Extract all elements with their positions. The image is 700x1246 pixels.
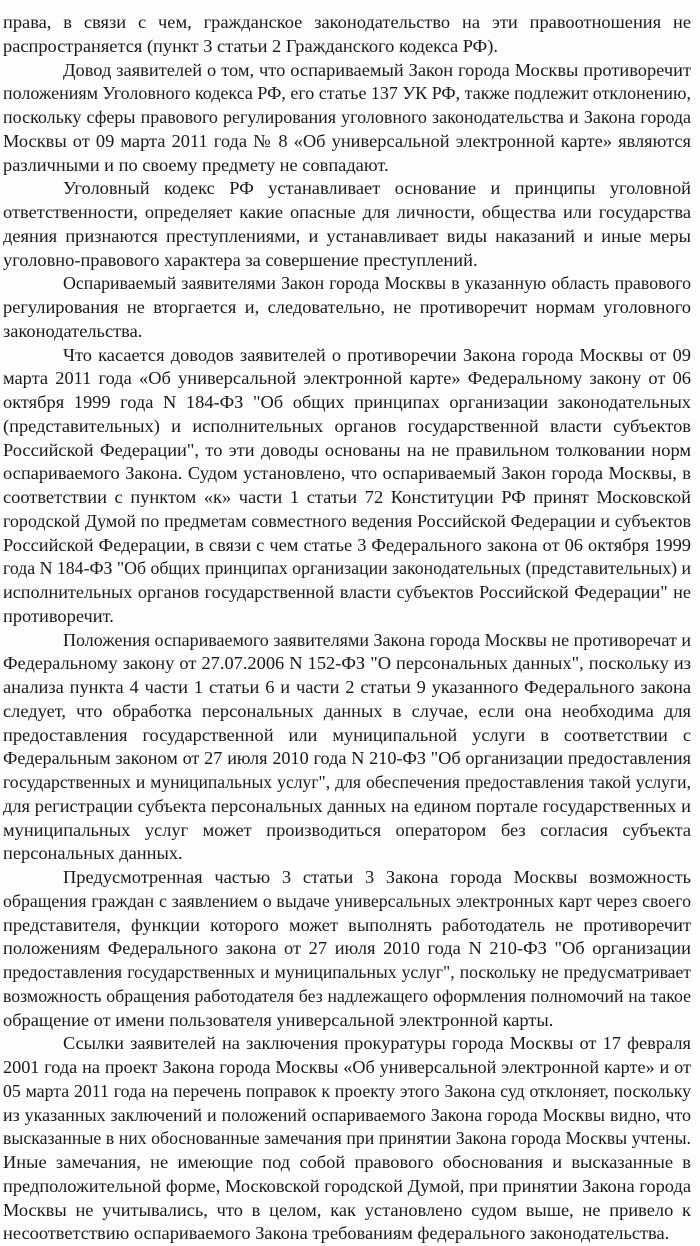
text-line: противоречит. — [3, 605, 114, 626]
text-line: ответственности, определяет какие опасные для личности, общества или государства — [3, 202, 691, 222]
paragraph — [3, 11, 691, 59]
text-line: Положения оспариваемого заявителями Закона города Москвы не противоречат и — [63, 629, 691, 650]
text-line: муниципальных услуг может производиться оператором без согласия субъекта — [3, 819, 691, 840]
document-page — [3, 11, 691, 1246]
text-line: Ссылки заявителей на заключения прокуратуры города Москвы от 17 февраля — [63, 1033, 691, 1054]
text-line: следует, что обработка персональных данных в случае, если она необходима для — [3, 700, 691, 721]
text-line: (представительных) и исполнительных органов государственной власти субъектов — [3, 415, 691, 436]
text-line: из указанных заключений и положений оспариваемого Закона города Москвы видно, что — [3, 1104, 691, 1125]
text-line: предоставления государственных и муниципальных услуг", поскольку не предусматривает — [3, 962, 691, 982]
text-line: для регистрации субъекта персональных данных на едином портале государственных и — [3, 795, 691, 816]
text-line: исполнительных органов государственной власти субъектов Российской Федерации" не — [3, 582, 691, 602]
text-line: права, в связи с чем, гражданское законодательство на эти правоотношения не — [3, 12, 691, 32]
paragraph — [3, 629, 691, 867]
paragraph — [3, 59, 691, 178]
text-line: Российской Федерации, в связи с чем статье 3 Федерального закона от 06 октября 1999 — [3, 534, 691, 555]
text-line: высказанные в них обоснованные замечания при принятии Закона города Москвы учтены. — [3, 1128, 691, 1149]
text-line: Оспариваемый заявителями Закон города Москвы в указанную область правового — [63, 273, 691, 294]
text-line: октября 1999 года N 184-ФЗ "Об общих принципах организации законодательных — [3, 392, 691, 412]
text-line: деяния признаются преступлениями, и устанавливает виды наказаний и иные меры — [3, 225, 691, 246]
text-line: анализа пункта 4 части 1 статьи 6 и части 2 статьи 9 указанного Федерального закона — [3, 677, 691, 697]
text-line: соответствии с пунктом «к» части 1 статьи 72 Конституции РФ принят Московской — [3, 487, 691, 507]
text-line: представителя, функции которого может выполнять работодатель не противоречит — [3, 914, 691, 935]
text-line: распространяется (пункт 3 статьи 2 Гражданского кодекса РФ). — [3, 35, 498, 56]
text-line: несоответствию оспариваемого Закона требованиям федерального законодательства. — [3, 1223, 670, 1244]
text-line: уголовно-правового характера за совершение преступлений. — [3, 249, 478, 270]
text-line: государственных и муниципальных услуг", для обеспечения предоставления такой услуги, — [3, 772, 691, 792]
text-line: возможность обращения работодателя без надлежащего оформления полномочий на такое — [3, 985, 691, 1006]
text-line: 05 марта 2011 года на перечень поправок к проекту этого Закона суд отклоняет, поскольку — [3, 1080, 691, 1101]
text-line: Что касается доводов заявителей о противоречии Закона города Москвы от 09 — [63, 344, 691, 365]
paragraph — [3, 344, 691, 629]
text-line: городской Думой по предметам совместного ведения Российской Федерации и субъектов — [3, 510, 691, 531]
paragraph — [3, 866, 691, 1032]
text-line: Иные замечания, не имеющие под собой правового обоснования и высказанные в — [3, 1152, 691, 1172]
text-line: обращения граждан с заявлением о выдаче универсальных электронных карт через своего — [3, 890, 691, 911]
text-line: Уголовный кодекс РФ устанавливает основание и принципы уголовной — [63, 178, 691, 199]
text-line: предположительной форме, Московской городской Думой, при принятии Закона города — [3, 1175, 691, 1196]
text-line: Российской Федерации", то эти доводы основаны на не правильном толковании норм — [3, 439, 691, 460]
paragraph — [3, 272, 691, 343]
text-line: Москвы от 09 марта 2011 года № 8 «Об универсальной электронной карте» являются — [3, 130, 691, 151]
text-line: Федеральному закону от 27.07.2006 N 152-ФЗ "О персональных данных", поскольку из — [3, 653, 691, 674]
paragraph — [3, 1032, 691, 1246]
paragraph — [3, 177, 691, 272]
text-line: года N 184-ФЗ "Об общих принципах организации законодательных (представительных) и — [3, 558, 691, 579]
text-line: Федеральным законом от 27 июля 2010 года N 210-ФЗ "Об организации предоставления — [3, 748, 691, 769]
text-line: положениям Федерального закона от 27 июля 2010 года N 210-ФЗ "Об организации — [3, 938, 691, 959]
text-line: регулирования не вторгается и, следовательно, не противоречит нормам уголовного — [3, 297, 691, 317]
text-line: различными и по своему предмету не совпадают. — [3, 154, 389, 175]
text-line: Довод заявителей о том, что оспариваемый Закон города Москвы противоречит — [63, 59, 691, 80]
text-line: оспариваемого Закона. Судом установлено, что оспариваемый Закон города Москвы, в — [3, 463, 691, 484]
text-line: персональных данных. — [3, 843, 183, 864]
text-line: Москвы не учитывались, что в целом, как установлено судом выше, не привело к — [3, 1199, 691, 1220]
text-line: обращение от имени пользователя универсальной электронной карты. — [3, 1009, 554, 1030]
text-line: положениям Уголовного кодекса РФ, его статье 137 УК РФ, также подлежит отклонению, — [3, 83, 691, 104]
text-line: законодательства. — [3, 320, 143, 341]
text-line: марта 2011 года «Об универсальной электронной карте» Федеральному закону от 06 — [3, 368, 691, 389]
text-line: поскольку сферы правового регулирования уголовного законодательства и Закона города — [3, 107, 691, 127]
text-line: предоставления государственной или муниципальной услуги в соответствии с — [3, 724, 691, 745]
text-line: Предусмотренная частью 3 статьи 3 Закона города Москвы возможность — [63, 867, 691, 887]
text-line: 2001 года на проект Закона города Москвы «Об универсальной электронной карте» и от — [3, 1057, 691, 1077]
